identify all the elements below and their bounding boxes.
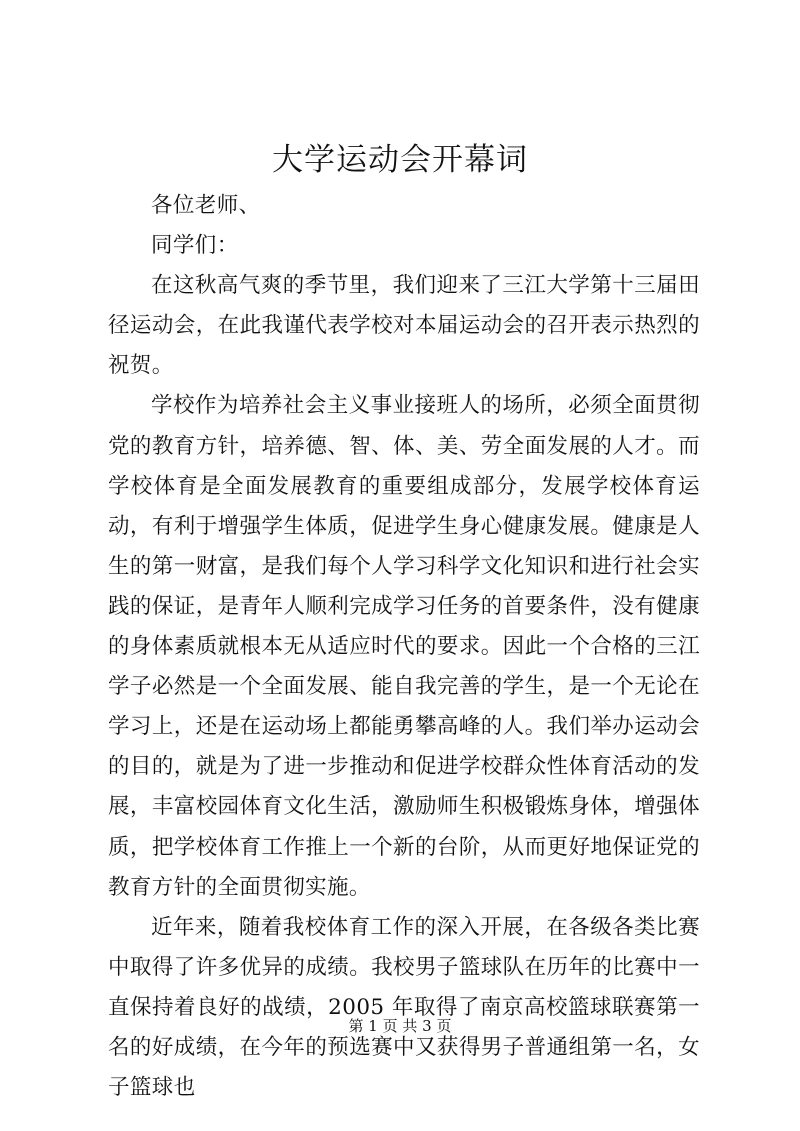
paragraph-education: 学校作为培养社会主义事业接班人的场所，必须全面贯彻党的教育方针，培养德、智、体、美、劳全面发展的人才。而学校体育是全面发展教育的重要组成部分，发展学校体育运动，有利于增强学生体质，促进学生身心健康发展。健康是人生的第一财富，是我们每个人学习科学文化知识和进行社会实践的保证，是青年人顺利完成学习任务的首要条件，没有健康的身体素质就根本无从适应时代的要求。因此一个合格的三江学子必然是一个全面发展、能自我完善的学生，是一个无论在学习上，还是在运动场上都能勇攀高峰的人。我们举办运动会的目的，就是为了进一步推动和促进学校群众性体育活动的发展，丰富校园体育文化生活，激励师生积极锻炼身体，增强体质，把学校体育工作推上一个新的台阶，从而更好地保证党的教育方针的全面贯彻实施。 <box>108 393 700 900</box>
document-title: 大学运动会开幕词 <box>272 142 528 178</box>
document-body <box>108 186 700 1108</box>
paragraph-achievements: 近年来，随着我校体育工作的深入开展，在各级各类比赛中取得了许多优异的成绩。我校男子篮球队在历年的比赛中一直保持着良好的战绩，2005 年取得了南京高校篮球联赛第一名的好成绩，在今年的预选赛中又获得男子普通组第一名，女子篮球也 <box>108 914 700 1101</box>
page-footer: 第 1 页 共 3 页 <box>348 1017 452 1035</box>
paragraph-opening: 在这秋高气爽的季节里，我们迎来了三江大学第十三届田径运动会，在此我谨代表学校对本届运动会的召开表示热烈的祝贺。 <box>108 273 700 379</box>
salutation-line-1: 各位老师、 <box>151 193 261 218</box>
salutation-line-2: 同学们： <box>151 233 239 259</box>
